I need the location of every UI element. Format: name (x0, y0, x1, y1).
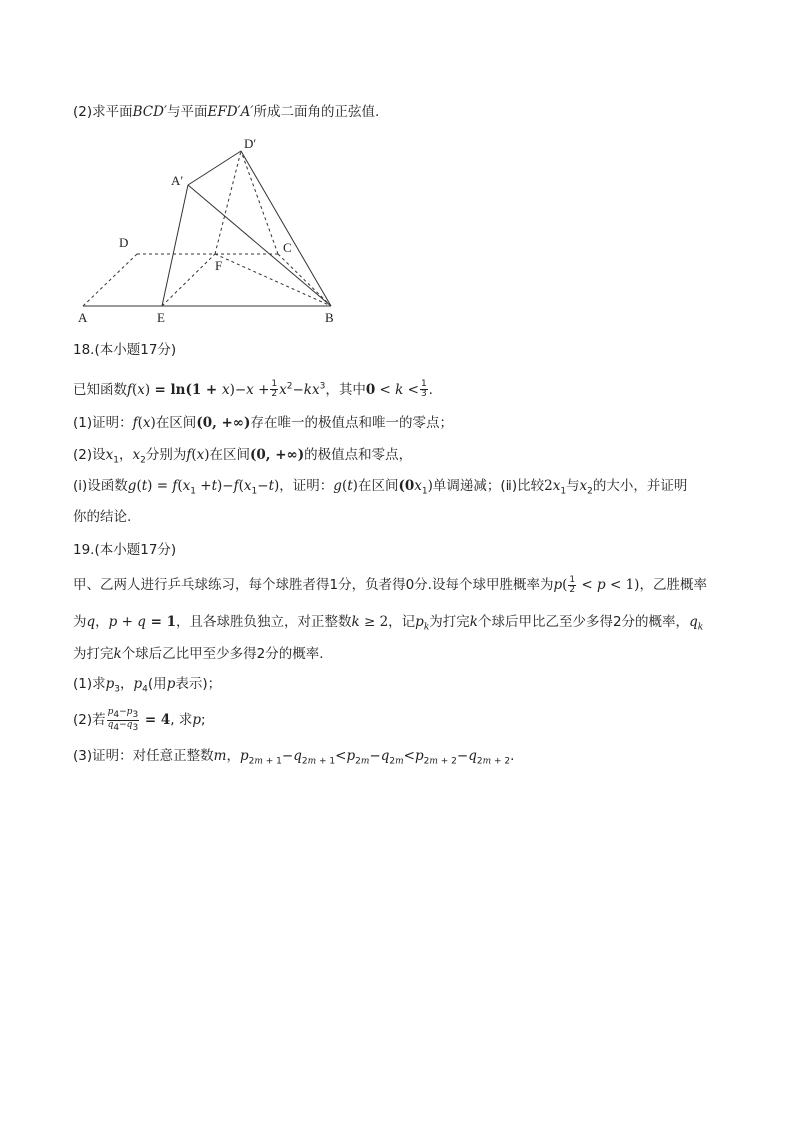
edge-AD (83, 254, 137, 306)
edge-FD1 (215, 151, 241, 254)
edge-D1B (241, 151, 331, 306)
q19-part3: (3)证明：对任意正整数m，$p_{2m + 1}-q_{2m + 1}<p_{2m}-q_{2m}<p_{2m + 2}-q_{2m + 2}$. (73, 748, 515, 767)
label-D: D (119, 235, 129, 250)
q18-part1: (1)证明：f(x)在区间(0, +∞)存在唯一的极值点和唯一的零点； (73, 415, 453, 431)
q19-part2: (2)若 $\frac{p_4-p_3}{q_4-q_3}$ = 4, 求p; (73, 707, 206, 733)
q19-title: 19.(本小题17分) (73, 542, 177, 558)
edge-CB (278, 254, 331, 306)
label-E: E (157, 310, 165, 325)
label-D1: D′ (244, 136, 257, 151)
q19-stem-line1: 甲、乙两人进行乒乓球练习，每个球胜者得1分，负者得0分.设每个球甲胜概率为p( $\frac{1}{2}$ < p < 1)，乙胜概率 (73, 574, 707, 595)
edge-CD1 (241, 151, 278, 254)
q18-stem: 已知函数f(x) = ln(1 + x)−x + $\frac{1}{2}$ $x^2-kx^3$，其中0 < k < $\frac{1}{3}$ . (73, 379, 433, 399)
q18-title: 18.(本小题17分) (73, 342, 177, 358)
label-F: F (215, 258, 223, 273)
q18-part2-cont: 你的结论. (73, 509, 132, 525)
q19-part1: (1)求$p_3$，$p_4$(用p表示)； (73, 676, 222, 695)
label-A: A (78, 310, 88, 325)
label-C: C (283, 240, 292, 255)
edge-EA1 (162, 185, 188, 306)
q18-part2: (2)设$x_1$，$x_2$分别为f(x)在区间(0, +∞)的极值点和零点， (73, 447, 413, 466)
q17-part2: (2)求平面BCD′与平面EFD′A′所成二面角的正弦值. (73, 104, 380, 120)
edge-A1D1 (188, 151, 241, 185)
q18-part2-sub: (ⅰ)设函数$g(t) = f(x_1 +t)-f(x_1-t)$，证明：g(t)在区间$(0x_1)$单调递减；(ⅱ)比较$2x_1$与$x_2$的大小，并证明 (73, 478, 688, 497)
label-A1: A′ (171, 173, 184, 188)
label-B: B (325, 310, 334, 325)
edge-EF (162, 254, 215, 306)
q19-stem-line3: 为打完k个球后乙比甲至少多得2分的概率. (73, 646, 324, 662)
edge-FB (215, 254, 331, 306)
q19-stem-line2: 为q，p + q = 1，且各球胜负独立，对正整数k ≥ 2，记$p_k$为打完k个球后甲比乙至少多得2分的概率，$q_k$ (73, 614, 704, 633)
